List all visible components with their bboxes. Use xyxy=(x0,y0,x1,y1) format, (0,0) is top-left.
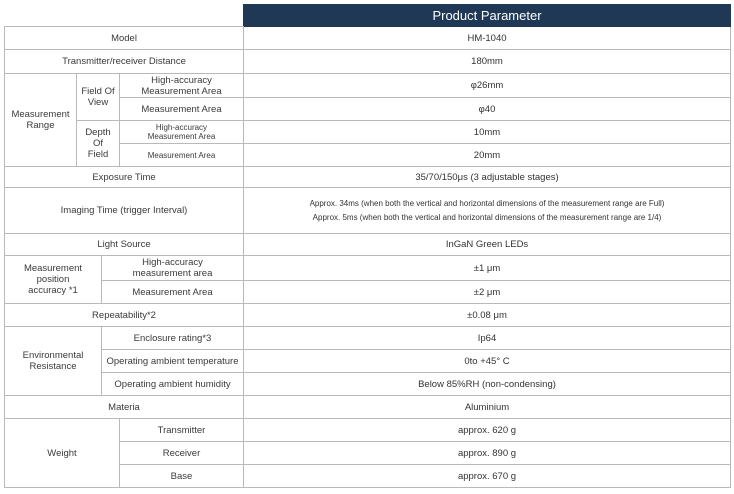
table-row xyxy=(5,304,731,327)
table-row xyxy=(5,234,731,256)
table-row xyxy=(5,327,731,350)
temperature-value: 0to +45° C xyxy=(244,350,731,373)
row-label-position-accuracy xyxy=(5,256,102,304)
row-label-distance: Transmitter/receiver Distance xyxy=(5,50,244,74)
imaging-value-line1: Approx. 34ms (when both the vertical and horizontal dimensions of the measurement range are Full) xyxy=(309,198,665,208)
position-accuracy-label-line2: accuracy *1 xyxy=(28,285,78,296)
field-of-view-label-line2: View xyxy=(87,97,109,108)
fov-measurement-area-label: Measurement Area xyxy=(120,98,244,121)
table-row xyxy=(5,188,731,234)
table-title: Product Parameter xyxy=(244,5,731,27)
receiver-value: approx. 890 g xyxy=(244,442,731,465)
enclosure-value: Ip64 xyxy=(244,327,731,350)
row-value-imaging xyxy=(244,188,731,234)
pa-high-accuracy-label xyxy=(102,256,244,281)
table-row xyxy=(5,27,731,50)
depth-of-field-label-line2: Field xyxy=(87,149,109,160)
table-row xyxy=(5,419,731,442)
row-label-measurement-range xyxy=(5,74,77,167)
row-label-exposure: Exposure Time xyxy=(5,167,244,188)
depth-of-field-label-line1: Depth Of xyxy=(85,127,111,149)
humidity-value: Below 85%RH (non-condensing) xyxy=(244,373,731,396)
dof-high-accuracy-value: 10mm xyxy=(244,121,731,144)
measurement-range-label-line2: Range xyxy=(26,120,55,131)
measurement-range-label-line1: Measurement xyxy=(11,109,70,120)
row-label-environmental xyxy=(5,327,102,396)
transmitter-label: Transmitter xyxy=(120,419,244,442)
receiver-label: Receiver xyxy=(120,442,244,465)
table-row xyxy=(5,74,731,98)
dof-high-accuracy-label-line2: Measurement Area xyxy=(147,132,216,141)
environmental-label-line2: Resistance xyxy=(29,361,77,372)
enclosure-label: Enclosure rating*3 xyxy=(102,327,244,350)
depth-of-field-label xyxy=(77,121,120,167)
row-value-material: Aluminium xyxy=(244,396,731,419)
table-row xyxy=(5,167,731,188)
base-value: approx. 670 g xyxy=(244,465,731,488)
fov-high-accuracy-label-line1: High-accuracy xyxy=(151,74,212,86)
row-value-distance: 180mm xyxy=(244,50,731,74)
pa-high-accuracy-label-line2: measurement area xyxy=(132,268,213,279)
fov-measurement-area-value: φ40 xyxy=(244,98,731,121)
fov-high-accuracy-label-line2: Measurement Area xyxy=(141,85,222,97)
row-label-light-source: Light Source xyxy=(5,234,244,256)
row-label-imaging: Imaging Time (trigger Interval) xyxy=(5,188,244,234)
dof-high-accuracy-label-line1: High-accuracy xyxy=(155,123,208,132)
row-value-model: HM-1040 xyxy=(244,27,731,50)
position-accuracy-label-line1: Measurement position xyxy=(23,263,83,285)
row-value-light-source: InGaN Green LEDs xyxy=(244,234,731,256)
base-label: Base xyxy=(120,465,244,488)
field-of-view-label xyxy=(77,74,120,121)
dof-high-accuracy-label xyxy=(120,121,244,144)
table-row xyxy=(5,50,731,74)
pa-measurement-area-value: ±2 μm xyxy=(244,281,731,304)
row-value-exposure: 35/70/150μs (3 adjustable stages) xyxy=(244,167,731,188)
table-row xyxy=(5,373,731,396)
row-label-repeatability: Repeatability*2 xyxy=(5,304,244,327)
pa-high-accuracy-label-line1: High-accuracy xyxy=(142,257,203,268)
pa-high-accuracy-value: ±1 μm xyxy=(244,256,731,281)
dof-measurement-area-value: 20mm xyxy=(244,144,731,167)
product-parameter-table xyxy=(4,4,731,488)
fov-high-accuracy-label xyxy=(120,74,244,98)
pa-measurement-area-label: Measurement Area xyxy=(102,281,244,304)
table-row xyxy=(5,256,731,281)
table-row xyxy=(5,396,731,419)
temperature-label: Operating ambient temperature xyxy=(102,350,244,373)
row-value-repeatability: ±0.08 μm xyxy=(244,304,731,327)
field-of-view-label-line1: Field Of xyxy=(81,86,115,97)
row-label-weight: Weight xyxy=(5,419,120,488)
header-blank-cell xyxy=(5,5,244,27)
environmental-label-line1: Environmental xyxy=(22,350,84,361)
humidity-label: Operating ambient humidity xyxy=(102,373,244,396)
table-row xyxy=(5,350,731,373)
fov-high-accuracy-value: φ26mm xyxy=(244,74,731,98)
transmitter-value: approx. 620 g xyxy=(244,419,731,442)
row-label-model: Model xyxy=(5,27,244,50)
table-row xyxy=(5,121,731,144)
dof-measurement-area-label: Measurement Area xyxy=(120,144,244,167)
table-row xyxy=(5,281,731,304)
imaging-value-line2: Approx. 5ms (when both the vertical and horizontal dimensions of the measurement range are 1/4) xyxy=(312,212,662,222)
row-label-material: Materia xyxy=(5,396,244,419)
